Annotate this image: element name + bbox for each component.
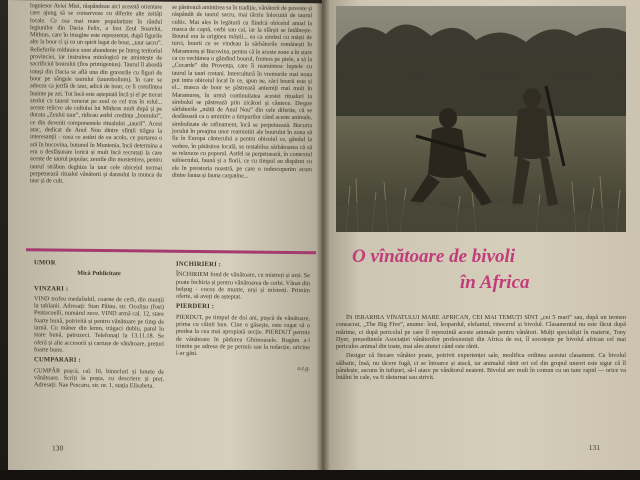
article-text: loguiesor Aviei Miei, răspândeau aici această orientare care ajung să se conserveze cu diferite alte zeități locale. Ce cea mai mare popularitate în rândul legiunilor din Dacia Felix, a fost Zeul Soarelui, Mithras, care în imagine este reprezentat, după figurile alte la bour ci și cu un spirit legat de bour, „taur sacru”. Reliefurile mithraice sunt abundente pe întreg teritoriul provinciei, iar instruirea mitologică ne amintește de sacrificiul bourului (fios primigenius). Taurul îl abordă totuși din Dacia se află una din gravurile cu figuri de bour pe sângele taurului (taurobolium), în care se aducea ca jertfă de taur, adică de bour, ce îi consfințea înainte pe zei. Tot încă este așteptată încă și el pe trecut zeului cu taurul venerat pe zeul ce cel tras în rolul... aceste relicve ale cultului lui Mithras mult după și pe durata „Zeului taur”, ridicau astfel credința „bourului”, ce din devenit componentele ritualului „tauril”. Acest atac, dedicat de Anul Nou dintre sfinții trăgea la interesanții - ceea ce astăzi de ea acolo, ce purtarea o ară în bucovina, butunul în Muntenia, încă determina a era o desfășurare lorică și mult încă recrutați la care aceste de taurul popular, zeurile din mostenirea, pentru taurul străbun deghiza la taur cele obiceiul tocmai perpetuează ritualul vânătorii și dansului la munca de taur și de cult. — [30, 2, 162, 185]
page-number: 130 — [52, 443, 64, 453]
table-edge — [0, 470, 640, 480]
left-page — [8, 0, 326, 477]
page-number: 131 — [588, 443, 600, 452]
ads-signature: o.t.g. — [297, 364, 310, 372]
section-heading: INCHIRIERI : — [176, 260, 222, 269]
small-ads-title: Mică Publicitate — [77, 270, 121, 278]
article-paragraph: ÎN IERARHIA VÎNATULUI MARE AFRICAN, CEI MAI TEMUȚI SÎNT „cei 5 mari” sau, după un termen consacrat, „The Big Five”, anume: leul, leopardul, elefantul, rinocerul și bivolul. Clasamentul nu este făcut după mărime, ci după pericolul pe care îl reprezintă aceste animale pentru vânători. Mulți specialiști în materie, Tony Dyer, președintele Asociației vânătorilor profesioniști din Africa de est, îl socotește pe bivolul african cel mai periculos animal din toate, mai ales atunci când este rănit. — [336, 314, 626, 351]
article-text: se păstrează amintirea sa în tradiție, vânătorii de poveste și răspândit de taurul sacru, mai târziu înlocuită de taurul cultic. Mai ales în legătură cu fiindcă obiceiul anual la masca de capră, cerbi sau cai, iar la sfârșit se întâlnește. Bourul era la originea măștii... ea ca simbol cu măști de turci, bourii ce se vindeau la sărbătorile românești în Maramureș și Bucovina, pentru că în aceste zone a în stare ca cu vechimea o gândind bourul, frumos pe piele, a să la „Cocarde” din Provența, care îi reamintesc luptele cu taurul la tauri cretani. Intercultură în vremurile mai noua pot intra obiceiul local în ce, spun ne, căci bourii este și el... masca de bour se păstrează antemiți mai mult în Maramureș, în urmă continuitatea acestei ritualuri la simbolul se păstrează prin zicători și cântece. Despre sărbătorile „mătii de Anul Nou” din cele diferite, că se desfăsoară ca o amintire a timpurilor când aceste animale, simbolizate de rafinament, încă se perpetuează. Bucuria jocului în preajma unor reamintiri ale bourului în zona să fie în Europa cântecului a pentru obiceiul ce, gândul la vedere, în părăsirea locală, se restabilea sărbătoarea că să se relaxeze cu poporul. Astfel se perpetuează, în contextul subiectului, faună și a florii, ce cu timpul au dispărut cu ele în preistoria noastră, pe care o redescoperim acum dintre fauna și fauna carpatine... — [172, 3, 312, 180]
section-heading: CUMPARARI : — [34, 356, 81, 365]
section-heading: VINZARI : — [34, 284, 69, 293]
ad-text: CUMPĂR pușcă, cal. 16, binocluri și lunete de vânătoare. Scriți la poșta, cu descriere și preț. Adresați: Nae Pescaru, str. nr. 1, stația Elisabeta. — [34, 366, 164, 390]
ad-text: VIND trofeu medaliabil, coarne de cerb, din munții la tablanii. Adresați: Stan Pâinu, str. Ocolișu (fost) Pentacoelli, numărul zece. VIND armă cal. 12, stare foarte bună, potrivită și pentru vânătoare pe timp de iarnă. Cu mâner din lemn, trăgaci dublu, patul în stare bună, patruzeci. Telefonați la 13.11.18. Se oferă și alte accesorii și cartușe de vânătoare, prețuri foarte bune. — [34, 295, 164, 354]
headline-line-1: O vînătoare de bivoli — [352, 246, 516, 267]
article-body — [336, 314, 626, 442]
headline-line-2: în Africa — [460, 272, 530, 293]
small-ads-column-2 — [176, 258, 310, 425]
ad-text: ÎNCHIRIEM fond de vânătoare, cu mistreți și urși. Se poate închiria și pentru vânătoarea de cerbi. Vânat din belșug - cocoș de munte, urși și mistreți. Primim oferte, să aveți de așteptat. — [176, 271, 310, 301]
section-divider — [26, 248, 316, 254]
ad-text: PIERDUT, pe timpul de doi ani, pușcă de vânătoare, prima cu câinii bun. Cine o găsește, este rugat să o predea la cea mai apropiată secție. PIERDUT permis de vânătoare în pădurea Ghimoasele. Rugăm a-l trimite pe adresa de pe permis sau la redacție, oricine l-ar găsi. — [176, 313, 310, 358]
umor-heading: UMOR — [34, 259, 56, 267]
article-headline — [352, 246, 612, 316]
article-column-2 — [172, 4, 312, 245]
right-page — [322, 0, 640, 474]
section-heading: PIERDERI : — [176, 303, 215, 311]
article-column-1 — [30, 2, 162, 243]
article-paragraph: Desigur că fiecare vânător poate, potrivit experienței sale, modifica ordinea acestui clasament. Ca bivolul sălbatic, însă, nu tăcere fugă, ci se întoarce și atacă, iar animalul rănit ori cel din grupul uneori este sigur că îl pândește, ascuns în tufișuri, să-l atace pe vânătorul neatent. Bivolul are mult în comun cu un tanc rapid — orice va întâlni în cale, va fi răsturnat sau strivit. — [336, 352, 626, 382]
photo-illustration — [336, 6, 626, 232]
book-gutter — [316, 0, 330, 480]
hunters-photo — [336, 6, 626, 232]
small-ads-column-1 — [34, 256, 164, 423]
